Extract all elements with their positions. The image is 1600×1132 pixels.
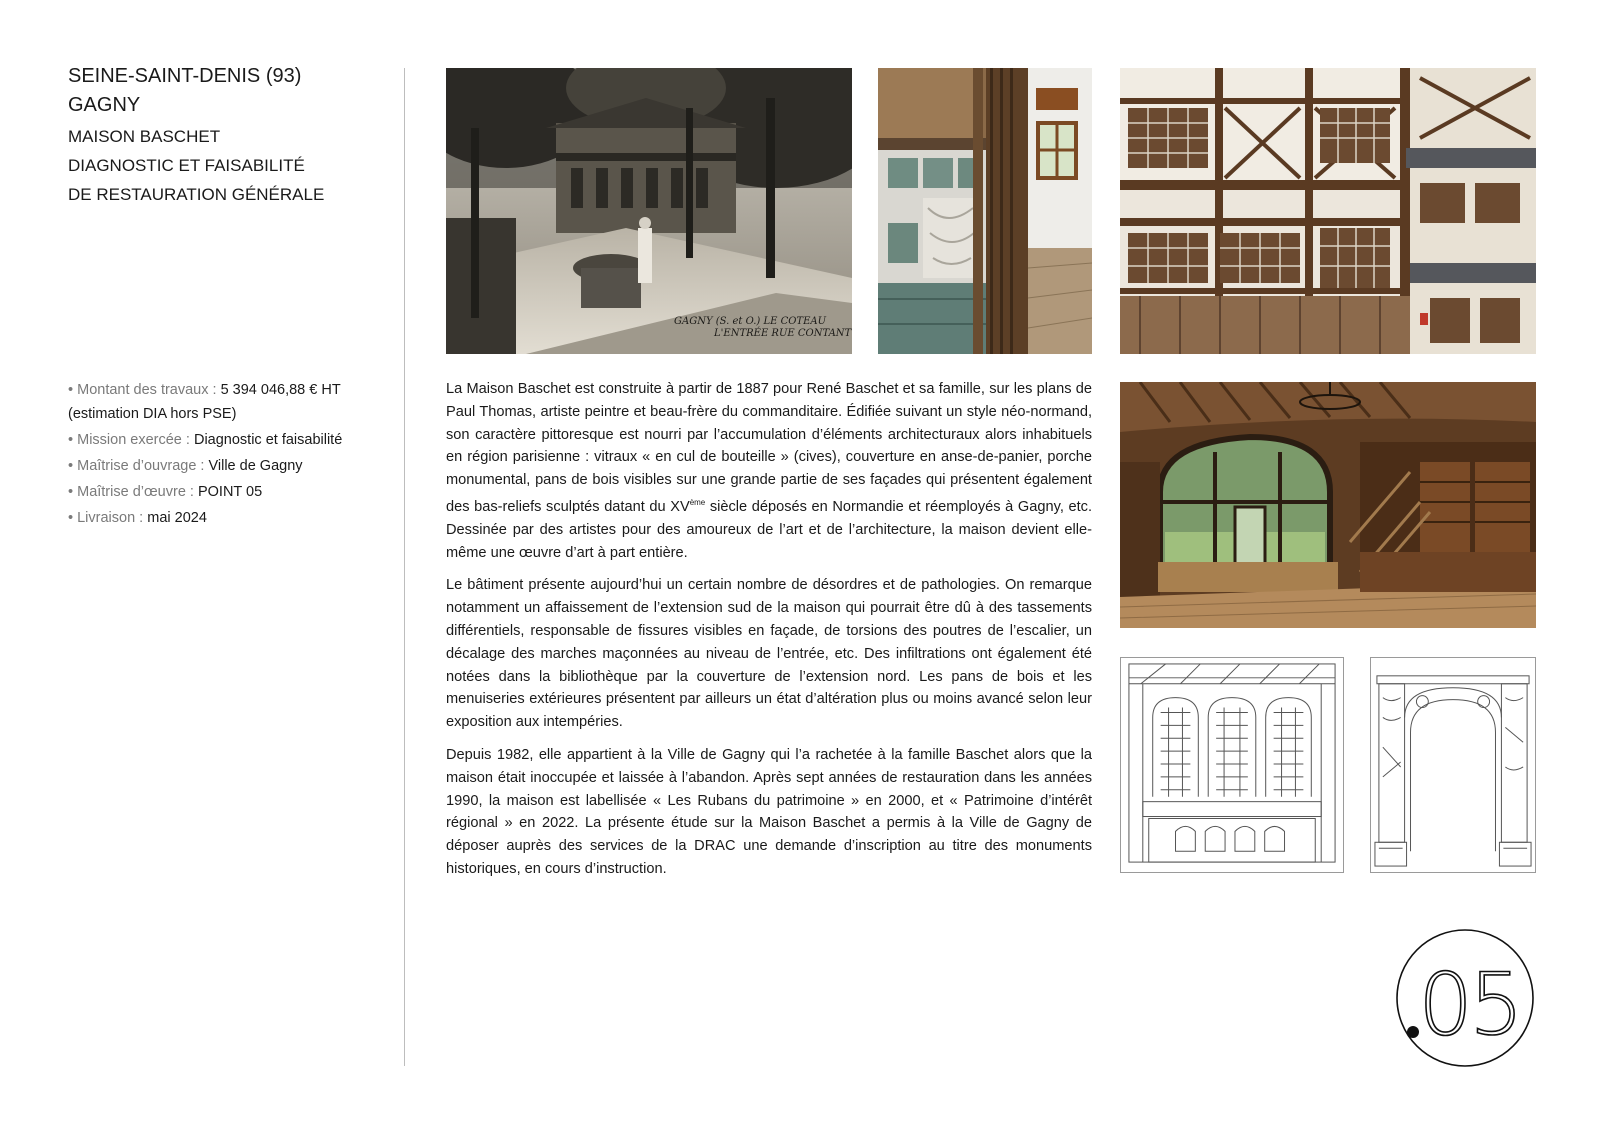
meta-key: Montant des travaux :	[77, 382, 221, 398]
project-title-line: DE RESTAURATION GÉNÉRALE	[68, 185, 325, 204]
department-title: SEINE-SAINT-DENIS (93)	[68, 65, 302, 87]
description-text: La Maison Baschet est construite à partir de 1887 pour René Baschet et sa famille, sur les plans de Paul Thomas, artiste peintre et beau-frère du commanditaire. Édifiée suivant un style néo-normand, son caractère pittoresque est nourri par l’accumulation d’éléments architecturaux alors inhabituels en région parisienne : vitraux « en cul de bouteille » (cives), couverture en anse-de-panier, porche monumental, pans de bois visibles sur une grande partie de ses façades qui présentent également des bas-reliefs sculptés datant du XV	[446, 381, 1092, 515]
meta-value: mai 2024	[147, 510, 207, 526]
description-paragraph: Le bâtiment présente aujourd’hui un certain nombre de désordres et de pathologies. On remarque notamment un affaissement de l’extension sud de la maison qui pourrait être dû à des tassements différentiels, responsable de fissures visibles en façade, de torsions des poutres de l’escalier, un décalage des marches maçonnées au niveau de l’entrée, etc. Des infiltrations ont également été notées dans la bibliothèque par la couverture de l’extension nord. Les pans de bois et les menuiseries extérieures présentent par ailleurs un état d’altération plus ou moins avancé selon leur exposition aux intempéries.	[446, 577, 1092, 731]
arch-elevation-drawing	[1370, 657, 1536, 873]
page-number-badge	[1395, 928, 1535, 1068]
library-photo	[1120, 382, 1536, 628]
project-header	[68, 62, 388, 209]
project-title-line: MAISON BASCHET	[68, 127, 221, 146]
postcard-caption-line: L'ENTRÉE RUE CONTANT	[714, 328, 852, 339]
interior-panel-photo	[878, 68, 1092, 354]
postcard-caption-line: GAGNY (S. et O.) LE COTEAU	[674, 316, 827, 327]
meta-value: 5 394 046,88 € HT (estimation DIA hors PSE)	[68, 382, 341, 422]
meta-key: Mission exercée :	[77, 432, 194, 448]
description-paragraph	[446, 378, 1092, 564]
bullet: •	[68, 484, 74, 500]
project-meta-list	[68, 378, 388, 532]
meta-value: Ville de Gagny	[208, 458, 303, 474]
bullet: •	[68, 458, 74, 474]
meta-key: Maîtrise d’ouvrage :	[77, 458, 209, 474]
meta-item-client	[68, 454, 388, 478]
bullet: •	[68, 510, 74, 526]
meta-key: Maîtrise d’œuvre :	[77, 484, 198, 500]
facade-photo	[1120, 68, 1536, 354]
description-text: siècle déposés en Normandie et réemployés à Gagny, etc. Dessinée par des artistes pour des amoureux de l’art et de l’architecture, la maison devient elle-même une œuvre d’art à part entière.	[446, 498, 1092, 561]
city-title: GAGNY	[68, 94, 141, 116]
meta-value: POINT 05	[197, 484, 263, 500]
project-description	[446, 378, 1092, 891]
project-title	[68, 122, 388, 209]
bullet: •	[68, 382, 74, 398]
meta-item-architect	[68, 480, 388, 504]
meta-item-mission	[68, 428, 388, 452]
meta-key: Livraison :	[77, 510, 148, 526]
meta-item-delivery	[68, 506, 388, 530]
project-title-line: DIAGNOSTIC ET FAISABILITÉ	[68, 156, 305, 175]
badge-dot	[1407, 1026, 1419, 1038]
postcard-photo	[446, 68, 852, 354]
description-paragraph: Depuis 1982, elle appartient à la Ville de Gagny qui l’a rachetée à la famille Baschet alors que la maison était inoccupée et laissée à l’abandon. Après sept années de restauration dans les années 1990, la maison est labellisée « Les Rubans du patrimoine » en 2000, et « Patrimoine d’intérêt régional » en 2022. La présente étude sur la Maison Baschet a permis à la Ville de Gagny de déposer auprès des services de la DRAC une demande d’inscription au titre des monuments historiques, en cours d’instruction.	[446, 746, 1092, 877]
column-divider	[404, 68, 405, 1066]
window-elevation-drawing	[1120, 657, 1344, 873]
meta-value: Diagnostic et faisabilité	[193, 432, 343, 448]
bullet: •	[68, 432, 74, 448]
century-suffix: ème	[689, 497, 706, 507]
meta-item-amount	[68, 378, 388, 426]
page-number: 05	[1418, 955, 1520, 1055]
